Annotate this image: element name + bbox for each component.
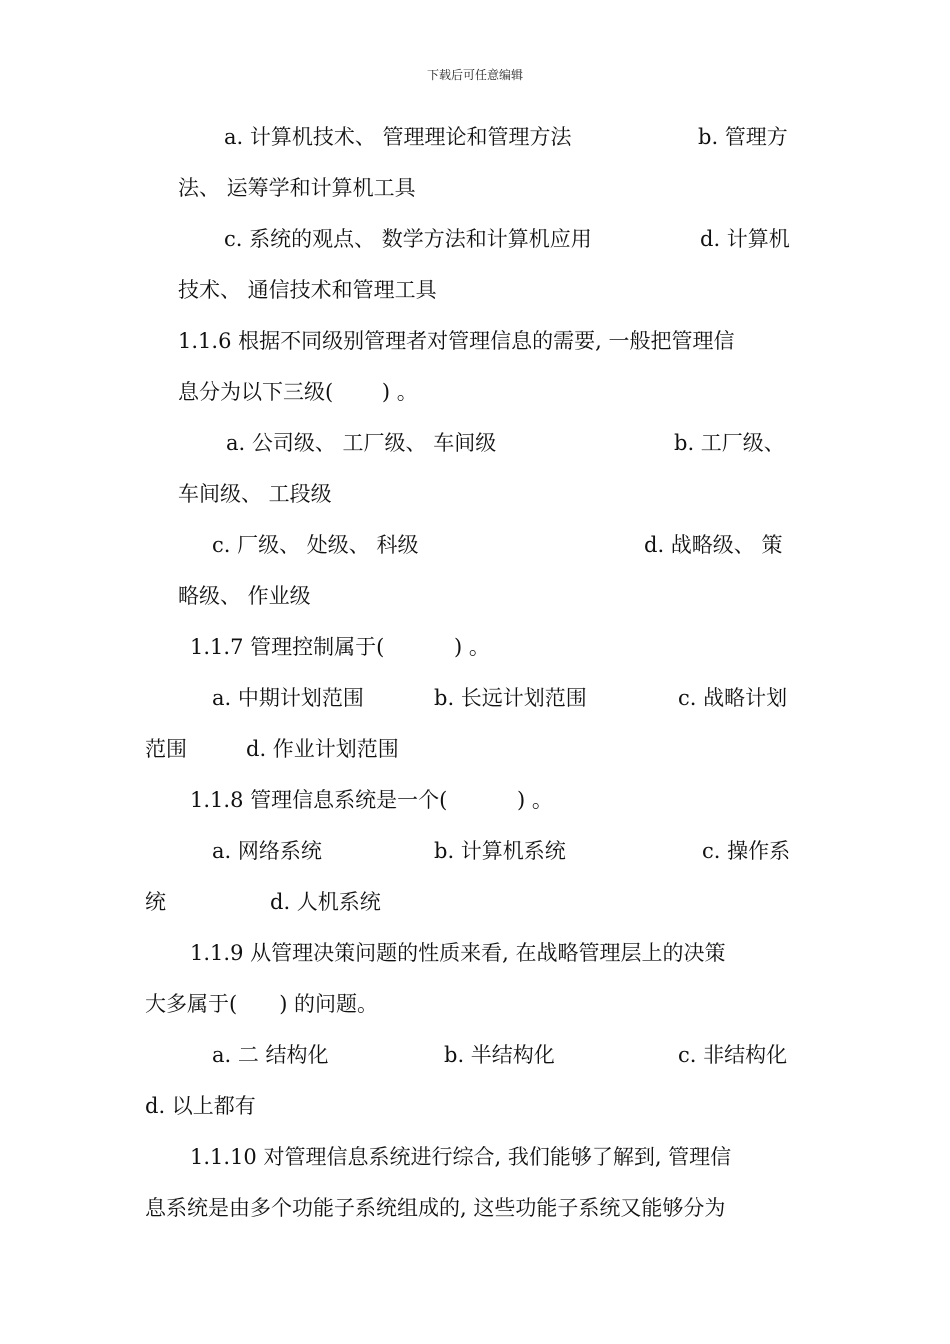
question-1-1-6: 1.1.6 根据不同级别管理者对管理信息的需要, 一般把管理信 [178, 329, 735, 353]
option-b: b. 管理方 [698, 125, 788, 149]
option-continuation: 略级、 作业级 [178, 584, 311, 608]
option-a: a. 二 结构化 [212, 1043, 329, 1067]
question-continuation: 大多属于( ) 的问题。 [145, 992, 379, 1016]
option-continuation: 车间级、 工段级 [178, 482, 332, 506]
option-a: a. 网络系统 [212, 839, 322, 863]
page-header: 下载后可任意编辑 [426, 68, 523, 82]
option-d: d. 战略级、 策 [644, 533, 783, 557]
option-b: b. 长远计划范围 [434, 686, 587, 710]
question-1-1-9: 1.1.9 从管理决策问题的性质来看, 在战略管理层上的决策 [190, 941, 726, 965]
option-a: a. 计算机技术、 管理理论和管理方法 [224, 125, 572, 149]
option-a: a. 中期计划范围 [212, 686, 364, 710]
option-d: d. 作业计划范围 [246, 737, 399, 761]
option-continuation: 法、 运筹学和计算机工具 [178, 176, 416, 200]
option-a: a. 公司级、 工厂级、 车间级 [226, 431, 497, 455]
question-continuation: 息系统是由多个功能子系统组成的, 这些功能子系统又能够分为 [145, 1196, 726, 1220]
option-c: c. 战略计划 [678, 686, 788, 710]
option-d: d. 人机系统 [270, 890, 381, 914]
option-b: b. 半结构化 [444, 1043, 555, 1067]
option-c: c. 厂级、 处级、 科级 [212, 533, 419, 557]
question-1-1-8: 1.1.8 管理信息系统是一个( ) 。 [190, 788, 553, 812]
question-continuation: 息分为以下三级( ) 。 [178, 380, 418, 404]
option-b: b. 工厂级、 [674, 431, 785, 455]
option-continuation: 统 [145, 890, 166, 914]
option-continuation: 技术、 通信技术和管理工具 [178, 278, 437, 302]
option-c: c. 操作系 [702, 839, 791, 863]
question-1-1-10: 1.1.10 对管理信息系统进行综合, 我们能够了解到, 管理信 [190, 1145, 732, 1169]
question-1-1-7: 1.1.7 管理控制属于( ) 。 [190, 635, 490, 659]
option-d: d. 以上都有 [145, 1094, 256, 1118]
option-continuation: 范围 [145, 737, 187, 761]
option-c: c. 系统的观点、 数学方法和计算机应用 [224, 227, 592, 251]
option-c: c. 非结构化 [678, 1043, 788, 1067]
option-d: d. 计算机 [700, 227, 790, 251]
option-b: b. 计算机系统 [434, 839, 566, 863]
